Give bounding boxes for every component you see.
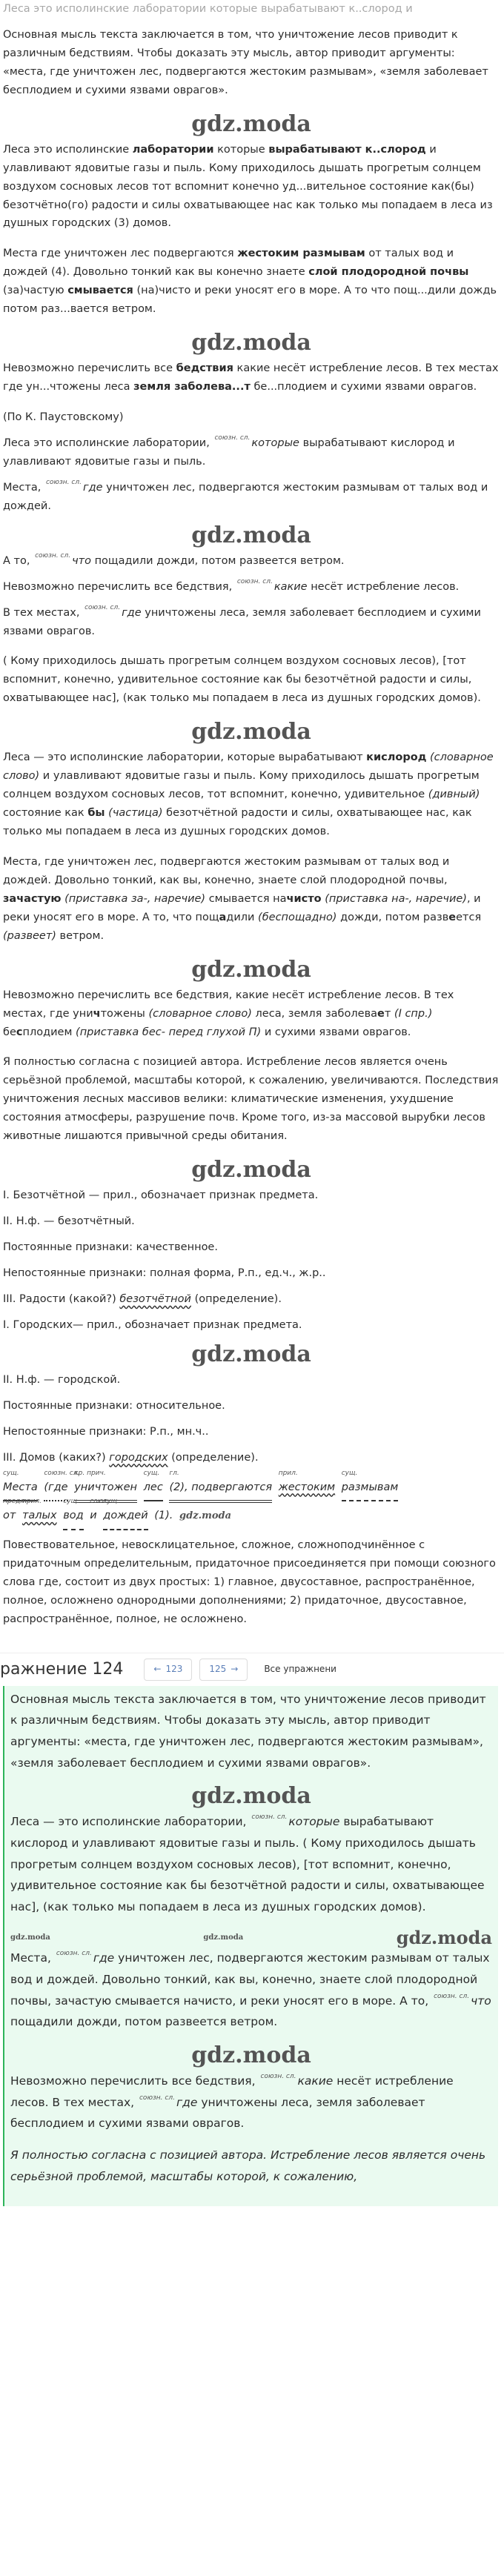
watermark: gdz.moda: [191, 110, 311, 137]
parsed-word: союз и: [90, 1498, 107, 1522]
morph-line: I. Безотчётной — прил., обозначает признак предмета.: [3, 1189, 319, 1202]
parsed-word: предл. от: [3, 1498, 27, 1522]
text-paragraph-2: Места где уничтожен лес подвергаются жестоким размывам от талых вод и дождей (4). Довольно тонкий как вы конечно знаете слой плодородной почвы (за)частую смывается (на)чисто и реки уносят его в море. А то что пощ...дили дождь потом раз...вается ветром.: [3, 248, 497, 316]
parsed-word: сущ. вод: [63, 1503, 83, 1530]
main-idea-paragraph: Основная мысль текста заключается в том, что уничтожение лесов приводит к различным бедствиям. Чтобы доказать эту мысль, автор приводит аргументы: «места, где уничтожен лес, подвергаются жестоким размывам», «земля заболевает бесплодием и сухими язвами оврагов».: [3, 28, 488, 96]
answer-paragraph-1: Основная мысль текста заключается в том, что уничтожение лесов приводит к различным бедствиям. Чтобы доказать эту мысль, автор приводит аргументы: «места, где уничтожен лес, подвергаются жестоким размывам», «земля заболевает бесплодием и сухими язвами оврагов».: [10, 1692, 486, 1770]
morph-line: II. Н.ф. — безотчётный.: [3, 1215, 135, 1228]
watermark: gdz.moda: [191, 1783, 311, 1810]
morph-line: Постоянные признаки: относительное.: [3, 1399, 225, 1412]
watermark: gdz.moda: [10, 1933, 50, 1942]
answer-paragraph-3: Места, $^{союзн. сл.}$ где уничтожен лес, подвергаются жестоким размывам от талых вод и дождей. Довольно тонкий, как вы, конечно, знаете слой плодородной почвы, зачастую смывается начисто, и реки уносят его в море. А то, $^{союзн. сл.}$ что пощадили дожди, потом развеется ветром.: [10, 1950, 491, 2029]
sentence-analysis-3: А то, $^{союзн. сл.}$ что пощадили дожди, потом развеется ветром.: [3, 551, 345, 567]
parsed-word: сущ. дождей: [103, 1503, 147, 1530]
watermark: gdz.moda: [191, 956, 311, 983]
watermark: gdz.moda: [191, 2042, 311, 2068]
sentence-characteristic: Повествовательное, невосклицательное, сложное, сложноподчинённое с придаточным определительным, придаточное присоединяется при помощи союзного слова где, состоит из двух простых: 1) главное, двусоставное, распространённое, полное, осложнено однородными дополнениями; 2) придаточное, двусоставное, распространённое, полное, не осложнено.: [3, 1539, 496, 1625]
corrected-paragraph-2: Места, где уничтожен лес, подвергаются жестоким размывам от талых вод и дождей. Довольно тонкий, как вы, конечно, знаете слой плодородной почвы, зачастую (приставка за-, наречие) смывается начисто (приставка на-, наречие), и реки уносят его в море. А то, что пощадили (беспощадно) дожди, потом развеется (развеет) ветром.: [3, 855, 482, 942]
arrow-left-icon: ←: [153, 1664, 162, 1675]
corrected-paragraph-1: Леса — это исполинские лаборатории, которые вырабатывают кислород (словарное слово) и улавливают ядовитые газы и пыль. Кому приходилось дышать прогретым солнцем воздухом сосновых лесов, тот вспомнит, конечно, удивительное (дивный) состояние как бы (частица) безотчётной радости и силы, охватывающее нас, как только мы попадаем в леса из душных городских домов.: [3, 751, 494, 837]
faded-text-line: Леса это исполинские лаборатории которые вырабатывают к..слород и: [3, 3, 413, 15]
parsed-word: союзн. сл. (где: [44, 1475, 67, 1502]
watermark: gdz.moda: [203, 1933, 244, 1942]
prev-exercise-button[interactable]: [144, 1659, 192, 1681]
morph-line: II. Н.ф. — городской.: [3, 1373, 121, 1386]
parsed-word: прил. талых: [21, 1498, 57, 1522]
parsed-word: сущ. Места: [3, 1475, 38, 1502]
morph-line: I. Городских— прил., обозначает признак предмета.: [3, 1318, 302, 1331]
next-exercise-label: 125: [209, 1664, 227, 1675]
answer-block: [3, 1686, 498, 2206]
text-paragraph-1: Леса это исполинские лаборатории которые вырабатывают к..слород и улавливают ядовитые газы и пыль. Кому приходилось дышать прогретым солнцем воздухом сосновых лесов тот вспомнит конечно уд...вительное состояние как(бы) безотчётно(го) радости и силы охватывающее нас как только мы попадаем в леса из душных городских (3) домов.: [3, 143, 493, 230]
watermark: gdz.moda: [179, 1510, 232, 1522]
arrow-right-icon: →: [231, 1664, 239, 1675]
sentence-analysis-6: ( Кому приходилось дышать прогретым солнцем воздухом сосновых лесов), [тот вспомнит, конечно, удивительное состояние как бы безотчётной радости и силы, охватывающее нас], (как только мы попадаем в леса из душных городских домов).: [3, 655, 481, 705]
watermark: gdz.moda: [396, 1926, 492, 1948]
morph-line: III. Домов (каких?) городских (определение).: [3, 1451, 259, 1464]
syntax-parse-line: [3, 1469, 500, 1531]
all-exercises-link[interactable]: Все упражнени: [255, 1659, 345, 1680]
morph-line: Непостоянные признаки: полная форма, Р.п., ед.ч., ж.р..: [3, 1267, 326, 1279]
sentence-analysis-1: Леса это исполинские лаборатории, $^{союзн. сл.}$ которые вырабатывают кислород и улавливают ядовитые газы и пыль.: [3, 434, 455, 468]
answer-paragraph-2: Леса — это исполинские лаборатории, $^{союзн. сл.}$ которые вырабатывают кислород и улавливают ядовитые газы и пыль. ( Кому приходилось дышать прогретым солнцем воздухом сосновых лесов), [тот вспомнит, конечно, удивительное состояние как бы безотчётной радости и силы, охватывающее нас], (как только мы попадаем в леса из душных городских домов).: [10, 1813, 485, 1914]
morph-line: Постоянные признаки: качественное.: [3, 1241, 218, 1253]
watermark: gdz.moda: [191, 1157, 311, 1184]
sentence-analysis-4: Невозможно перечислить все бедствия, $^{союзн. сл.}$ какие несёт истребление лесов.: [3, 577, 460, 593]
next-exercise-button[interactable]: [199, 1659, 248, 1681]
opinion-paragraph: Я полностью согласна с позицией автора. Истребление лесов является очень серьёзной проблемой, масштабы которой, к сожалению, увеличиваются. Последствия уничтожения лесных массивов велики: климатические изменения, ухудшение состояния атмосферы, разрушение почв. Кроме того, из-за массовой вырубки лесов животные лишаются привычной среды обитания.: [3, 1056, 499, 1143]
author-credit: (По К. Паустовскому): [3, 411, 124, 423]
morph-line: Непостоянные признаки: Р.п., мн.ч..: [3, 1425, 209, 1438]
parsed-word: (1).: [154, 1510, 173, 1522]
exercise-title: ражнение 124: [0, 1659, 124, 1679]
sentence-analysis-2: Места, $^{союзн. сл.}$ где уничтожен лес, подвергаются жестоким размывам от талых вод и дождей.: [3, 478, 488, 512]
corrected-paragraph-3: Невозможно перечислить все бедствия, какие несёт истребление лесов. В тех местах, где уничтожены (словарное слово) леса, земля заболевает (I спр.) бесплодием (приставка бес- перед глухой П) и сухими язвами оврагов.: [3, 989, 454, 1038]
parsed-word: сущ. размывам: [342, 1475, 399, 1502]
answer-paragraph-4: Невозможно перечислить все бедствия, $^{союзн. сл.}$ какие несёт истребление лесов. В тех местах, $^{союзн. сл.}$ где уничтожены леса, земля заболевает бесплодием и сухими язвами оврагов.: [10, 2072, 454, 2131]
parsed-word: гл. (2), подвергаются: [169, 1475, 272, 1504]
parsed-word: прил. жестоким: [278, 1469, 336, 1493]
morph-line: III. Радости (какой?) безотчётной (определение).: [3, 1292, 282, 1305]
sentence-analysis-5: В тех местах, $^{союзн. сл.}$ где уничтожены леса, земля заболевает бесплодием и сухими язвами оврагов.: [3, 603, 481, 637]
parsed-word: кр. прич. уничтожен: [74, 1475, 137, 1504]
answer-paragraph-5: Я полностью согласна с позицией автора. Истребление лесов является очень серьёзной проблемой, масштабы которой, к сожалению,: [10, 2148, 486, 2183]
watermark-row: [10, 1928, 492, 1948]
parsed-word: сущ. лес: [144, 1475, 163, 1502]
watermark: gdz.moda: [191, 1341, 311, 1367]
watermark: gdz.moda: [191, 522, 311, 548]
text-paragraph-3: Невозможно перечислить все бедствия какие несёт истребление лесов. В тех местах где ун...чтожены леса земля заболева...т бе...плодием и сухими язвами оврагов.: [3, 362, 499, 394]
watermark: gdz.moda: [191, 719, 311, 746]
exercise-navigation: [0, 1653, 504, 1686]
watermark: gdz.moda: [191, 330, 311, 356]
prev-exercise-label: 123: [165, 1664, 183, 1675]
